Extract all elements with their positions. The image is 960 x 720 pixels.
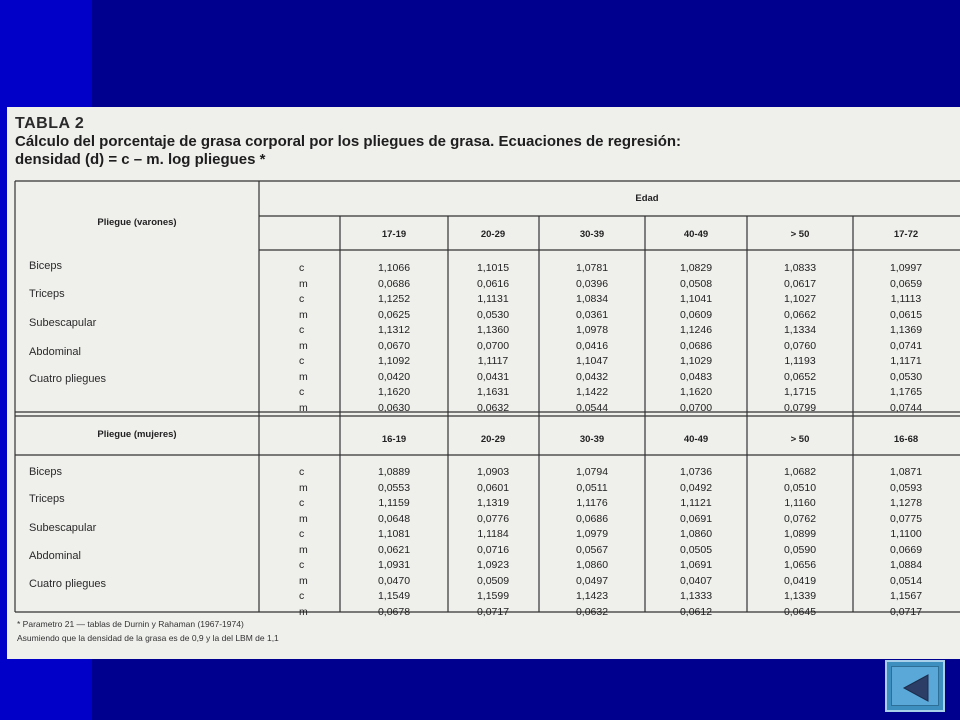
- men-table-cell: 1,0834: [575, 293, 609, 305]
- men-row-code: m: [299, 277, 308, 290]
- women-table-cell: 1,0903: [476, 466, 510, 478]
- triangle-left-icon: [887, 662, 947, 714]
- men-table-cell: 1,0829: [679, 262, 713, 274]
- men-table-cell: 0,0741: [889, 339, 923, 352]
- women-table-cell: 1,0889: [377, 466, 411, 478]
- men-table-cell: 1,1117: [477, 355, 509, 367]
- women-row-code: m: [299, 605, 308, 618]
- men-row-code: c: [299, 293, 305, 305]
- men-table-cell: 1,1252: [377, 293, 411, 305]
- men-table-cell: 1,1422: [575, 386, 609, 398]
- men-table-cell: 1,0997: [889, 262, 923, 274]
- women-table-cell: 0,0509: [476, 574, 510, 587]
- men-table-cell: 0,0483: [679, 370, 713, 383]
- women-table-cell: 0,0648: [377, 512, 411, 525]
- women-table-cell: 1,1333: [679, 590, 713, 602]
- women-table-cell: 1,0682: [783, 466, 817, 478]
- men-table-cell: 1,1029: [679, 355, 713, 367]
- women-table-cell: 1,1319: [476, 497, 510, 509]
- women-row-code: c: [299, 590, 305, 602]
- men-row-label: Triceps: [29, 288, 65, 300]
- men-table-cell: 0,0508: [679, 277, 713, 290]
- women-table-cell: 1,0884: [889, 559, 923, 571]
- men-table-cell: 1,1620: [679, 386, 713, 398]
- men-row-label: Abdominal: [29, 346, 81, 358]
- women-table-cell: 1,1160: [784, 497, 816, 509]
- women-row-label: Subescapular: [29, 522, 97, 534]
- women-table-cell: 0,0645: [783, 605, 817, 618]
- men-table-cell: 0,0432: [575, 370, 609, 383]
- women-table-cell: 1,1339: [783, 590, 817, 602]
- women-row-code: m: [299, 543, 308, 556]
- men-table-cell: 1,1715: [783, 386, 817, 398]
- women-row-label: Abdominal: [29, 550, 81, 562]
- women-table-cell: 1,1278: [889, 497, 923, 509]
- women-table-cell: 0,0632: [575, 605, 609, 618]
- women-table-cell: 1,0794: [575, 466, 609, 478]
- footnote-parameter: * Parametro 21 — tablas de Durnin y Rahaman (1967-1974): [17, 619, 244, 629]
- women-age-header: 40-49: [683, 434, 709, 445]
- men-table-cell: 0,0609: [679, 308, 713, 321]
- men-table-cell: 0,0700: [679, 401, 713, 414]
- women-table-cell: 0,0505: [679, 543, 713, 556]
- men-age-header: 17-72: [893, 229, 919, 240]
- men-table-cell: 1,1113: [890, 293, 922, 305]
- men-table-cell: 1,1312: [377, 324, 411, 336]
- women-table-cell: 1,0923: [476, 559, 510, 571]
- men-table-cell: 0,0700: [476, 339, 510, 352]
- women-table-cell: 0,0407: [679, 574, 713, 587]
- women-table-cell: 0,0717: [889, 605, 923, 618]
- men-table-cell: 1,1047: [575, 355, 609, 367]
- women-table-cell: 1,1184: [477, 528, 509, 540]
- women-table-cell: 0,0717: [476, 605, 510, 618]
- men-row-label: Subescapular: [29, 317, 97, 329]
- men-table-cell: 0,0615: [889, 308, 923, 321]
- women-table-cell: 0,0514: [889, 574, 923, 587]
- men-table-cell: 0,0530: [476, 308, 510, 321]
- women-age-header: 16-19: [381, 434, 407, 445]
- women-table-cell: 0,0612: [679, 605, 713, 618]
- men-row-code: c: [299, 386, 305, 398]
- women-table-cell: 0,0492: [679, 481, 713, 494]
- men-age-header: 20-29: [480, 229, 506, 240]
- men-table-cell: 0,0616: [476, 277, 510, 290]
- back-nav-button[interactable]: [885, 660, 945, 712]
- women-table-cell: 1,1081: [377, 528, 411, 540]
- men-table-cell: 1,1193: [784, 355, 816, 367]
- men-table-cell: 0,0625: [377, 308, 411, 321]
- women-table-cell: 1,1567: [889, 590, 923, 602]
- men-table-cell: 0,0630: [377, 401, 411, 414]
- men-table-cell: 1,1027: [783, 293, 817, 305]
- women-table-cell: 1,0656: [783, 559, 817, 571]
- women-row-code: m: [299, 512, 308, 525]
- edad-header: Edad: [635, 193, 659, 204]
- women-table-cell: 1,1121: [680, 497, 712, 509]
- men-table-cell: 1,1246: [679, 324, 713, 336]
- women-table-cell: 0,0511: [576, 481, 608, 494]
- men-table-cell: 1,1131: [477, 293, 509, 305]
- table-title: TABLA 2: [15, 115, 85, 132]
- men-row-code: c: [299, 324, 305, 336]
- women-table-cell: 1,0691: [679, 559, 713, 571]
- men-table-cell: 0,0760: [783, 339, 817, 352]
- women-table-cell: 0,0419: [783, 574, 817, 587]
- women-table-cell: 0,0553: [377, 481, 411, 494]
- men-table-cell: 1,1360: [476, 324, 510, 336]
- men-section-header: Pliegue (varones): [97, 217, 177, 228]
- women-table-cell: 0,0497: [575, 574, 609, 587]
- women-table-cell: 0,0510: [783, 481, 817, 494]
- men-age-header: 30-39: [579, 229, 605, 240]
- table-subtitle-line1: Cálculo del porcentaje de grasa corporal por los pliegues de grasa. Ecuaciones de regresión:: [15, 133, 682, 150]
- document-header: [15, 115, 681, 169]
- women-table-cell: 1,0899: [783, 528, 817, 540]
- women-section-header: Pliegue (mujeres): [97, 429, 177, 440]
- men-table-cell: 1,1066: [377, 262, 411, 274]
- women-row-label: Biceps: [29, 466, 63, 478]
- women-age-header: 30-39: [579, 434, 605, 445]
- women-age-header: 20-29: [480, 434, 506, 445]
- men-table-cell: 0,0396: [575, 277, 609, 290]
- men-table-cell: 1,1092: [377, 355, 411, 367]
- women-age-header: 16-68: [893, 434, 919, 445]
- men-age-header: 40-49: [683, 229, 709, 240]
- men-row-label: Biceps: [29, 260, 63, 272]
- men-table-cell: 1,1334: [783, 324, 817, 336]
- women-row-code: c: [299, 559, 305, 571]
- women-table-cell: 0,0621: [377, 543, 411, 556]
- men-table-cell: 0,0420: [377, 370, 411, 383]
- footnote-density: Asumiendo que la densidad de la grasa es de 0,9 y la del LBM de 1,1: [17, 633, 279, 643]
- women-table-cell: 0,0762: [783, 512, 817, 525]
- men-table-cell: 1,0978: [575, 324, 609, 336]
- women-table-cell: 1,1549: [377, 590, 411, 602]
- men-table-cell: 0,0670: [377, 339, 411, 352]
- women-row-code: m: [299, 574, 308, 587]
- women-table-cell: 1,1176: [576, 497, 608, 509]
- men-table-cell: 0,0416: [575, 339, 609, 352]
- men-table-cell: 0,0662: [783, 308, 817, 321]
- women-table-cell: 1,1159: [378, 497, 410, 509]
- men-table-cell: 0,0686: [377, 277, 411, 290]
- men-table-cell: 0,0744: [889, 401, 923, 414]
- women-table-cell: 0,0590: [783, 543, 817, 556]
- women-row-label: Triceps: [29, 493, 65, 505]
- women-row-code: m: [299, 481, 308, 494]
- women-table-cell: 0,0776: [476, 512, 510, 525]
- men-row-code: m: [299, 339, 308, 352]
- men-row-code: c: [299, 355, 305, 367]
- men-table-cell: 1,0833: [783, 262, 817, 274]
- men-table-cell: 0,0544: [575, 401, 609, 414]
- women-table-cell: 1,1100: [890, 528, 922, 540]
- men-table-cell: 0,0652: [783, 370, 817, 383]
- women-table-cell: 1,0979: [575, 528, 609, 540]
- women-table-cell: 1,0860: [679, 528, 713, 540]
- men-table-cell: 1,1015: [476, 262, 510, 274]
- men-table-cell: 0,0530: [889, 370, 923, 383]
- women-table-cell: 1,0931: [377, 559, 411, 571]
- women-table-cell: 1,1423: [575, 590, 609, 602]
- women-row-code: c: [299, 528, 305, 540]
- men-table-cell: 0,0617: [783, 277, 817, 290]
- women-table-cell: 0,0669: [889, 543, 923, 556]
- men-row-label: Cuatro pliegues: [29, 373, 107, 385]
- men-table-cell: 0,0431: [476, 370, 510, 383]
- men-table-cell: 1,1765: [889, 386, 923, 398]
- women-age-header: > 50: [790, 434, 810, 445]
- men-table-cell: 1,1171: [890, 355, 922, 367]
- men-table-cell: 1,0781: [575, 262, 609, 274]
- women-table-cell: 1,0736: [679, 466, 713, 478]
- women-table-cell: 1,0860: [575, 559, 609, 571]
- men-table-cell: 1,1631: [476, 386, 510, 398]
- men-age-header: > 50: [790, 229, 810, 240]
- women-table-cell: 0,0716: [476, 543, 510, 556]
- women-table-cell: 0,0567: [575, 543, 609, 556]
- women-row-code: c: [299, 497, 305, 509]
- women-table-cell: 0,0686: [575, 512, 609, 525]
- women-table-cell: 0,0470: [377, 574, 411, 587]
- men-table-cell: 0,0632: [476, 401, 510, 414]
- women-table-cell: 0,0775: [889, 512, 923, 525]
- men-row-code: m: [299, 401, 308, 414]
- men-row-code: m: [299, 370, 308, 383]
- scanned-table-document: [7, 107, 960, 659]
- women-table-cell: 0,0678: [377, 605, 411, 618]
- men-table-cell: 1,1041: [679, 293, 713, 305]
- women-table-cell: 0,0593: [889, 481, 923, 494]
- men-table-cell: 0,0361: [575, 308, 609, 321]
- men-age-header: 17-19: [381, 229, 407, 240]
- men-table-cell: 0,0799: [783, 401, 817, 414]
- men-table-cell: 0,0659: [889, 277, 923, 290]
- women-row-label: Cuatro pliegues: [29, 578, 107, 590]
- women-table-cell: 0,0601: [476, 481, 510, 494]
- women-table-cell: 1,1599: [476, 590, 510, 602]
- women-table-cell: 1,0871: [889, 466, 923, 478]
- men-table-cell: 1,1369: [889, 324, 923, 336]
- men-table-cell: 0,0686: [679, 339, 713, 352]
- women-row-code: c: [299, 466, 305, 478]
- men-table-cell: 1,1620: [377, 386, 411, 398]
- men-row-code: c: [299, 262, 305, 274]
- women-table-cell: 0,0691: [679, 512, 713, 525]
- table-subtitle-line2: densidad (d) = c – m. log pliegues *: [15, 151, 266, 168]
- men-row-code: m: [299, 308, 308, 321]
